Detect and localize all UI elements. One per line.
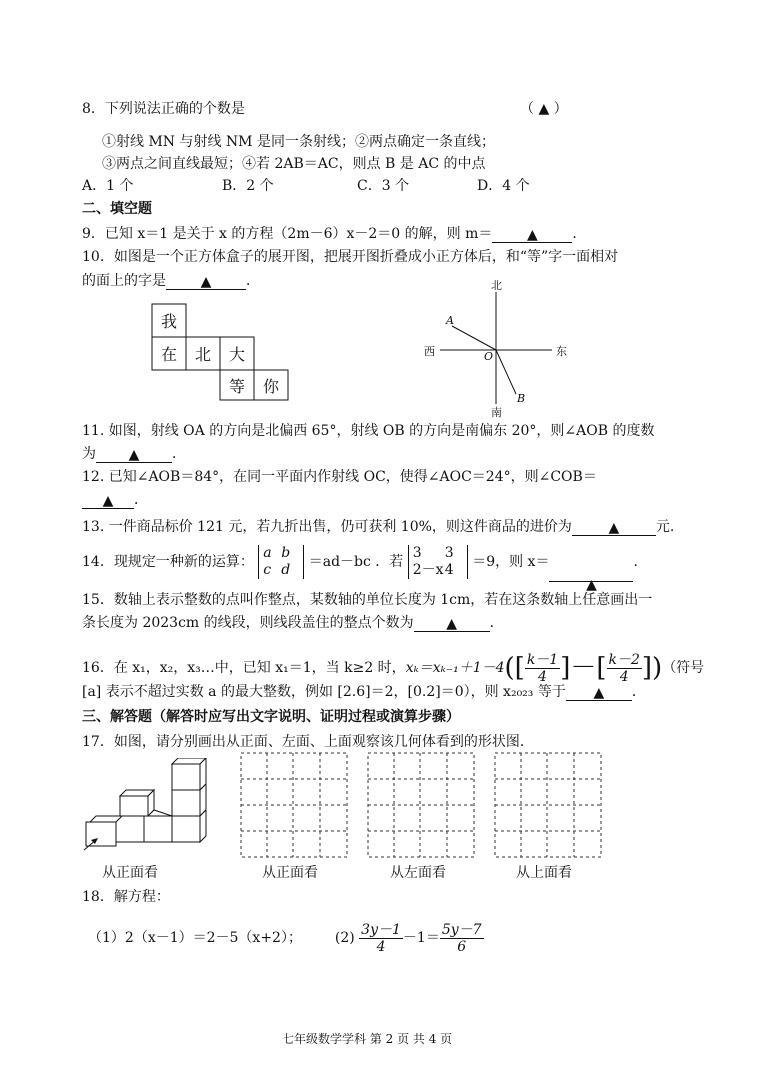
q8-option-c: C．3 个 [357, 178, 410, 194]
q13-answer-blank[interactable]: ▲ [572, 519, 656, 536]
q14-determinant-def: a b c d [258, 545, 304, 579]
net-char-da: 大 [228, 345, 246, 364]
q10-line1: 10．如图是一个正方体盒子的展开图，把展开图折叠成小正方体后，和“等”字一面相对 [82, 249, 619, 265]
q16-line2: [a] 表示不超过实数 a 的最大整数，例如 [2.6]＝2，[0.2]＝0），则 x₂₀₂₃ 等于 ▲ ． [82, 684, 646, 701]
compass-south: 南 [491, 406, 502, 418]
q14-line: 14．现规定一种新的运算： a b c d ＝ad－bc ．若 3 3 2－x4 ＝9，则 x＝▲． [82, 545, 648, 593]
q18-fraction-2: $\frac{5y-7}{6}$ [441, 921, 482, 955]
q16-fraction-2: $\frac{k-2}{4}$ [608, 651, 640, 685]
net-char-deng: 等 [228, 377, 246, 396]
stacked-cubes-figure [78, 758, 216, 854]
q9-stem: 9．已知 x＝1 是关于 x 的方程（2m－6）x－2＝0 的解，则 m＝ [82, 226, 493, 242]
q18-part1: （1）2（x－1）＝2－5（x+2）； [88, 930, 302, 946]
label-o: O [484, 350, 494, 363]
q18-text: 18．解方程： [82, 889, 170, 905]
cube-net-figure [150, 302, 290, 402]
q8-option-b: B．2 个 [222, 178, 274, 194]
q10-line2: 的面上的字是 ▲ ． [82, 273, 260, 290]
compass-west: 西 [424, 345, 435, 358]
q10-stem: 的面上的字是 [82, 273, 166, 289]
q14-answer-blank[interactable]: ▲ [549, 565, 633, 582]
q17-text: 17．如图，请分别画出从正面、左面、上面观察该几何体看到的形状图． [82, 734, 534, 750]
q8-option-d: D．4 个 [477, 178, 530, 194]
view-grids [240, 752, 604, 860]
q15-line1: 15．数轴上表示整数的点叫作整点，某数轴的单位长度为 1cm，若在这条数轴上任意画出一 [82, 592, 653, 608]
q8-answer-paren: （ ▲ ） [520, 101, 568, 117]
q10-answer-blank[interactable]: ▲ [166, 273, 246, 290]
net-char-bei: 北 [194, 345, 212, 364]
q8-line2: ③两点之间直线最短；④若 2AB＝AC，则点 B 是 AC 的中点 [102, 156, 486, 172]
compass-east: 东 [556, 345, 567, 358]
q8-line1: ①射线 MN 与射线 NM 是同一条射线；②两点确定一条直线； [102, 134, 495, 150]
net-char-wo: 我 [160, 312, 178, 331]
section-fill-in-title: 二、填空题 [82, 201, 152, 217]
q16-answer-blank[interactable]: ▲ [566, 684, 632, 701]
q15-answer-blank[interactable]: ▲ [414, 615, 490, 632]
q12-answer-blank[interactable]: ▲ [82, 492, 134, 509]
q9-answer-blank[interactable]: ▲ [492, 226, 572, 243]
compass-figure [420, 276, 580, 418]
section-solve-title: 三、解答题（解答时应写出文字说明、证明过程或演算步骤） [82, 709, 460, 725]
solid-view-caption: 从正面看 [102, 865, 158, 881]
q11-line2: 为 ▲ ． [82, 446, 186, 463]
page-footer: 七年级数学学科 第 2 页 共 4 页 [282, 1032, 453, 1046]
ray-ob [496, 350, 516, 394]
q12-line2: ▲ ． [82, 491, 148, 509]
q18-parts: （1）2（x－1）＝2－5（x+2）； (2) $\frac{3y-1}{4}$ －1＝ $\frac{5y-7}{6}$ [88, 921, 482, 955]
left-view-caption: 从左面看 [390, 865, 446, 881]
q8-option-a: A．1 个 [82, 178, 134, 194]
q13-line: 13. 一件商品标价 121 元，若九折出售，仍可获利 10%，则这件商品的进价为 ▲ 元. [82, 519, 675, 536]
q15-line2: 条长度为 2023cm 的线段，则线段盖住的整点个数为 ▲ ． [82, 615, 504, 632]
top-view-caption: 从上面看 [516, 865, 572, 881]
q11-line1: 11. 如图，射线 OA 的方向是北偏西 65°，射线 OB 的方向是南偏东 20°，则∠AOB 的度数 [82, 423, 655, 439]
label-b: B [517, 392, 526, 405]
ray-oa [452, 326, 496, 350]
q14-determinant-value: 3 3 2－x4 [408, 545, 468, 579]
q11-answer-blank[interactable]: ▲ [96, 446, 172, 463]
q16-formula: xₖ＝xₖ₋₁＋1－4 [405, 660, 505, 676]
net-char-ni: 你 [262, 377, 280, 396]
q9-text: 9．已知 x＝1 是关于 x 的方程（2m－6）x－2＝0 的解，则 m＝ ▲ ． [82, 226, 587, 243]
q8-stem: 8．下列说法正确的个数是 [82, 101, 245, 117]
q16-fraction-1: $\frac{k-1}{4}$ [526, 651, 559, 685]
q18-fraction-1: $\frac{3y-1}{4}$ [361, 921, 401, 955]
front-view-caption: 从正面看 [262, 865, 318, 881]
net-char-zai: 在 [160, 345, 178, 364]
compass-north: 北 [491, 279, 502, 292]
q12-line1: 12. 已知∠AOB＝84°，在同一平面内作射线 OC，使得∠AOC＝24°，则∠COB＝ [82, 469, 597, 485]
q16-line1: 16．在 x₁，x₂，x₃…中，已知 x₁＝1，当 k≥2 时，xₖ＝xₖ₋₁＋1－4([ $\frac{k-1}{4}$ ]－[ $\frac{k-2}{4}$ ])（符号 [82, 651, 705, 685]
label-a: A [446, 314, 454, 327]
